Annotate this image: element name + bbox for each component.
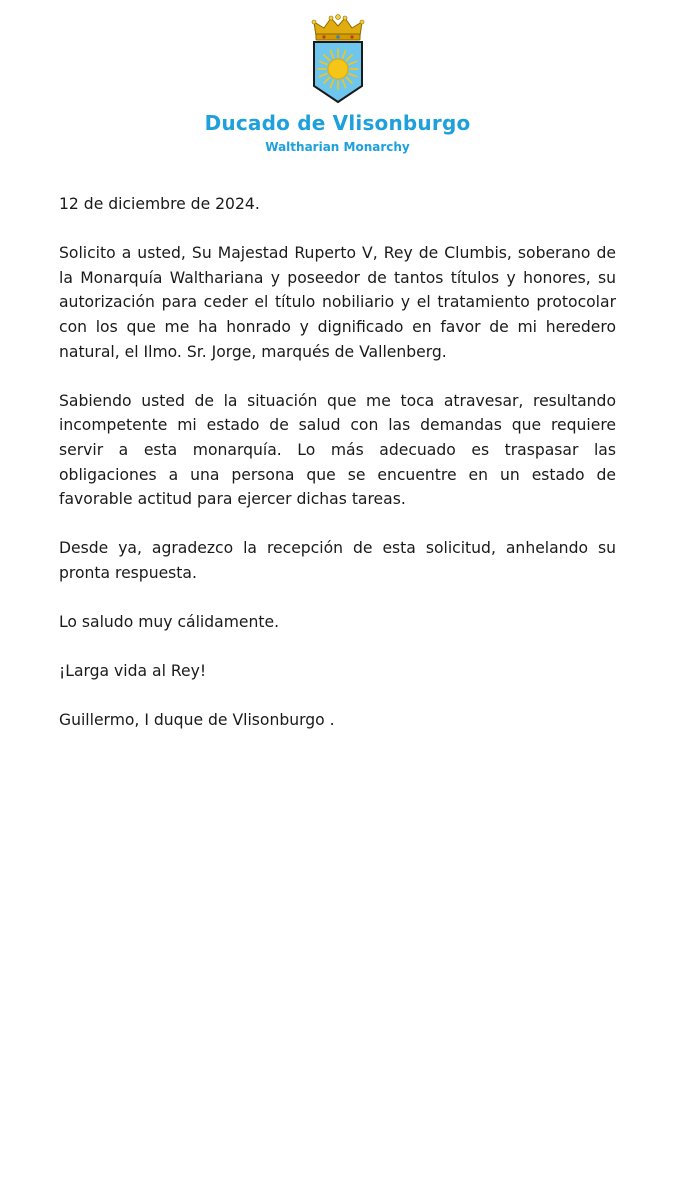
- page-title: Ducado de Vlisonburgo: [204, 111, 471, 135]
- page-subtitle: Waltharian Monarchy: [265, 140, 410, 154]
- letter-paragraph-request: Solicito a usted, Su Majestad Ruperto V, Rey de Clumbis, soberano de la Monarquía Walthariana y poseedor de tantos títulos y honores, su autorización para ceder el título nobiliario y el tratamiento protocolar con los que me ha honrado y dignificado en favor de mi heredero natural, el Ilmo. Sr. Jorge, marqués de Vallenberg.: [59, 244, 616, 361]
- crown-shield-emblem-icon: [302, 14, 374, 104]
- letter-paragraph-thanks: Desde ya, agradezco la recepción de esta solicitud, anhelando su pronta respuesta.: [59, 539, 616, 582]
- letter-greeting: Lo saludo muy cálidamente.: [59, 613, 280, 632]
- letter-date: 12 de diciembre de 2024.: [59, 195, 260, 213]
- crown-icon: [312, 15, 364, 40]
- letter-paragraph-reason: Sabiendo usted de la situación que me toca atravesar, resultando incompetente mi estado de salud con las demandas que requiere servir a esta monarquía. Lo más adecuado es traspasar las obligaciones a una persona que se encuentre en un estado de favorable actitud para ejercer dichas tareas.: [59, 391, 616, 509]
- letter-body: [59, 192, 616, 758]
- letter-exclamation: ¡Larga vida al Rey!: [59, 662, 207, 681]
- letter-signature: Guillermo, I duque de Vlisonburgo .: [59, 711, 335, 730]
- sun-icon: [318, 49, 358, 89]
